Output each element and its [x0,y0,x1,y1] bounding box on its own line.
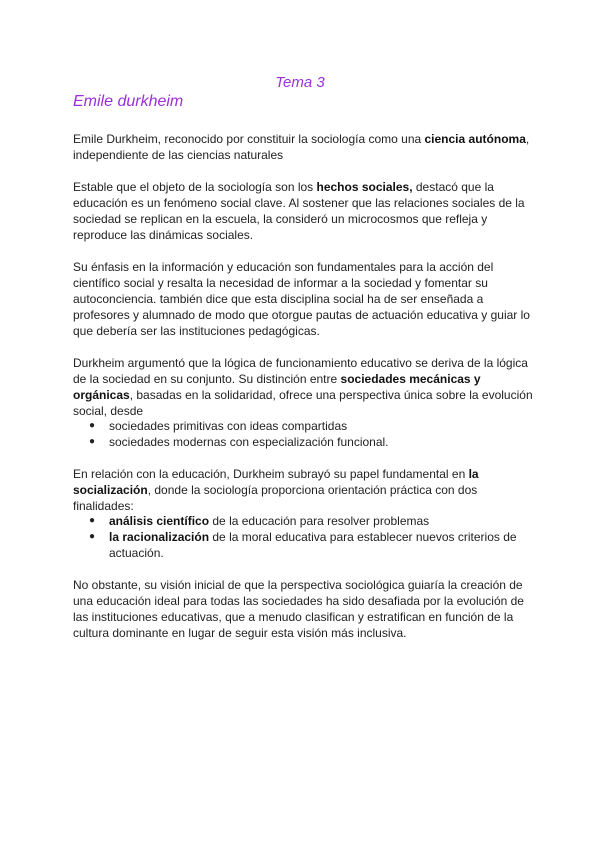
paragraph-5 [73,466,533,514]
list-item [89,529,533,561]
list-item [89,513,533,529]
document-subtitle: Emile durkheim [73,93,184,110]
paragraph-2 [73,179,533,243]
paragraph-4-text: Durkheim argumentó que la lógica de funcionamiento educativo se deriva de la lógica de la sociedad en su conjunto. Su distinción entre [73,356,528,386]
paragraph-6: No obstante, su visión inicial de que la perspectiva sociológica guiaría la creación de una educación ideal para todas las sociedades ha sido desafiada por la evolución de las instituciones educativas, que a menudo clasifican y estratifican en función de la cultura dominante en lugar de seguir esta visión más inclusiva. [73,578,524,640]
paragraph-1 [73,131,533,163]
paragraph-1-text-end: , independiente de las ciencias naturales [73,132,530,162]
paragraph-5-bold: la socialización [73,467,479,497]
paragraph-5-text-end: , donde la sociología proporciona orientación práctica con dos finalidades: [73,483,478,513]
society-types-list [73,418,533,450]
paragraph-4 [73,355,533,419]
paragraph-4-bold: sociedades mecánicas y orgánicas [73,372,481,402]
document-body [73,131,533,657]
paragraph-1-text: Emile Durkheim, reconocido por constituir la sociología como una [73,132,425,146]
list-item [89,418,533,434]
list-item [89,434,533,450]
bullet-icon: ● [89,515,96,526]
paragraph-2-bold: hechos sociales, [316,180,413,194]
paragraph-2-text-end: destacó que la educación es un fenómeno social clave. Al sostener que las relaciones sociales de la sociedad se replican en la escuela, la consideró un microcosmos que refleja y reproduce las dinámicas sociales. [73,180,525,242]
list-item-text: sociedades modernas con especialización funcional. [109,435,389,449]
bullet-icon: ● [89,531,96,542]
bullet-icon: ● [89,436,96,447]
paragraph-5-text: En relación con la educación, Durkheim subrayó su papel fundamental en [73,467,469,481]
paragraph-3: Su énfasis en la información y educación son fundamentales para la acción del científico social y resalta la necesidad de informar a la sociedad y fomentar su autoconciencia. también dice que esta disciplina social ha de ser enseñada a profesores y alumnado de modo que otorgue pautas de actuación educativa y guiar lo que debería ser las instituciones pedagógicas. [73,260,530,338]
list-item-text: sociedades primitivas con ideas compartidas [109,419,348,433]
list-item-text: de la moral educativa para establecer nuevos criterios de actuación. [109,530,517,560]
list-item-bold: análisis científico [109,514,210,528]
document-title: Tema 3 [275,74,325,91]
list-item-bold: la racionalización [109,530,210,544]
paragraph-4-text-end: , basadas en la solidaridad, ofrece una perspectiva única sobre la evolución social, desde [73,388,533,418]
bullet-icon: ● [89,420,96,431]
paragraph-1-bold: ciencia autónoma [424,132,526,146]
purposes-list [73,513,533,561]
list-item-text: de la educación para resolver problemas [209,514,430,528]
paragraph-2-text: Estable que el objeto de la sociología son los [73,180,317,194]
